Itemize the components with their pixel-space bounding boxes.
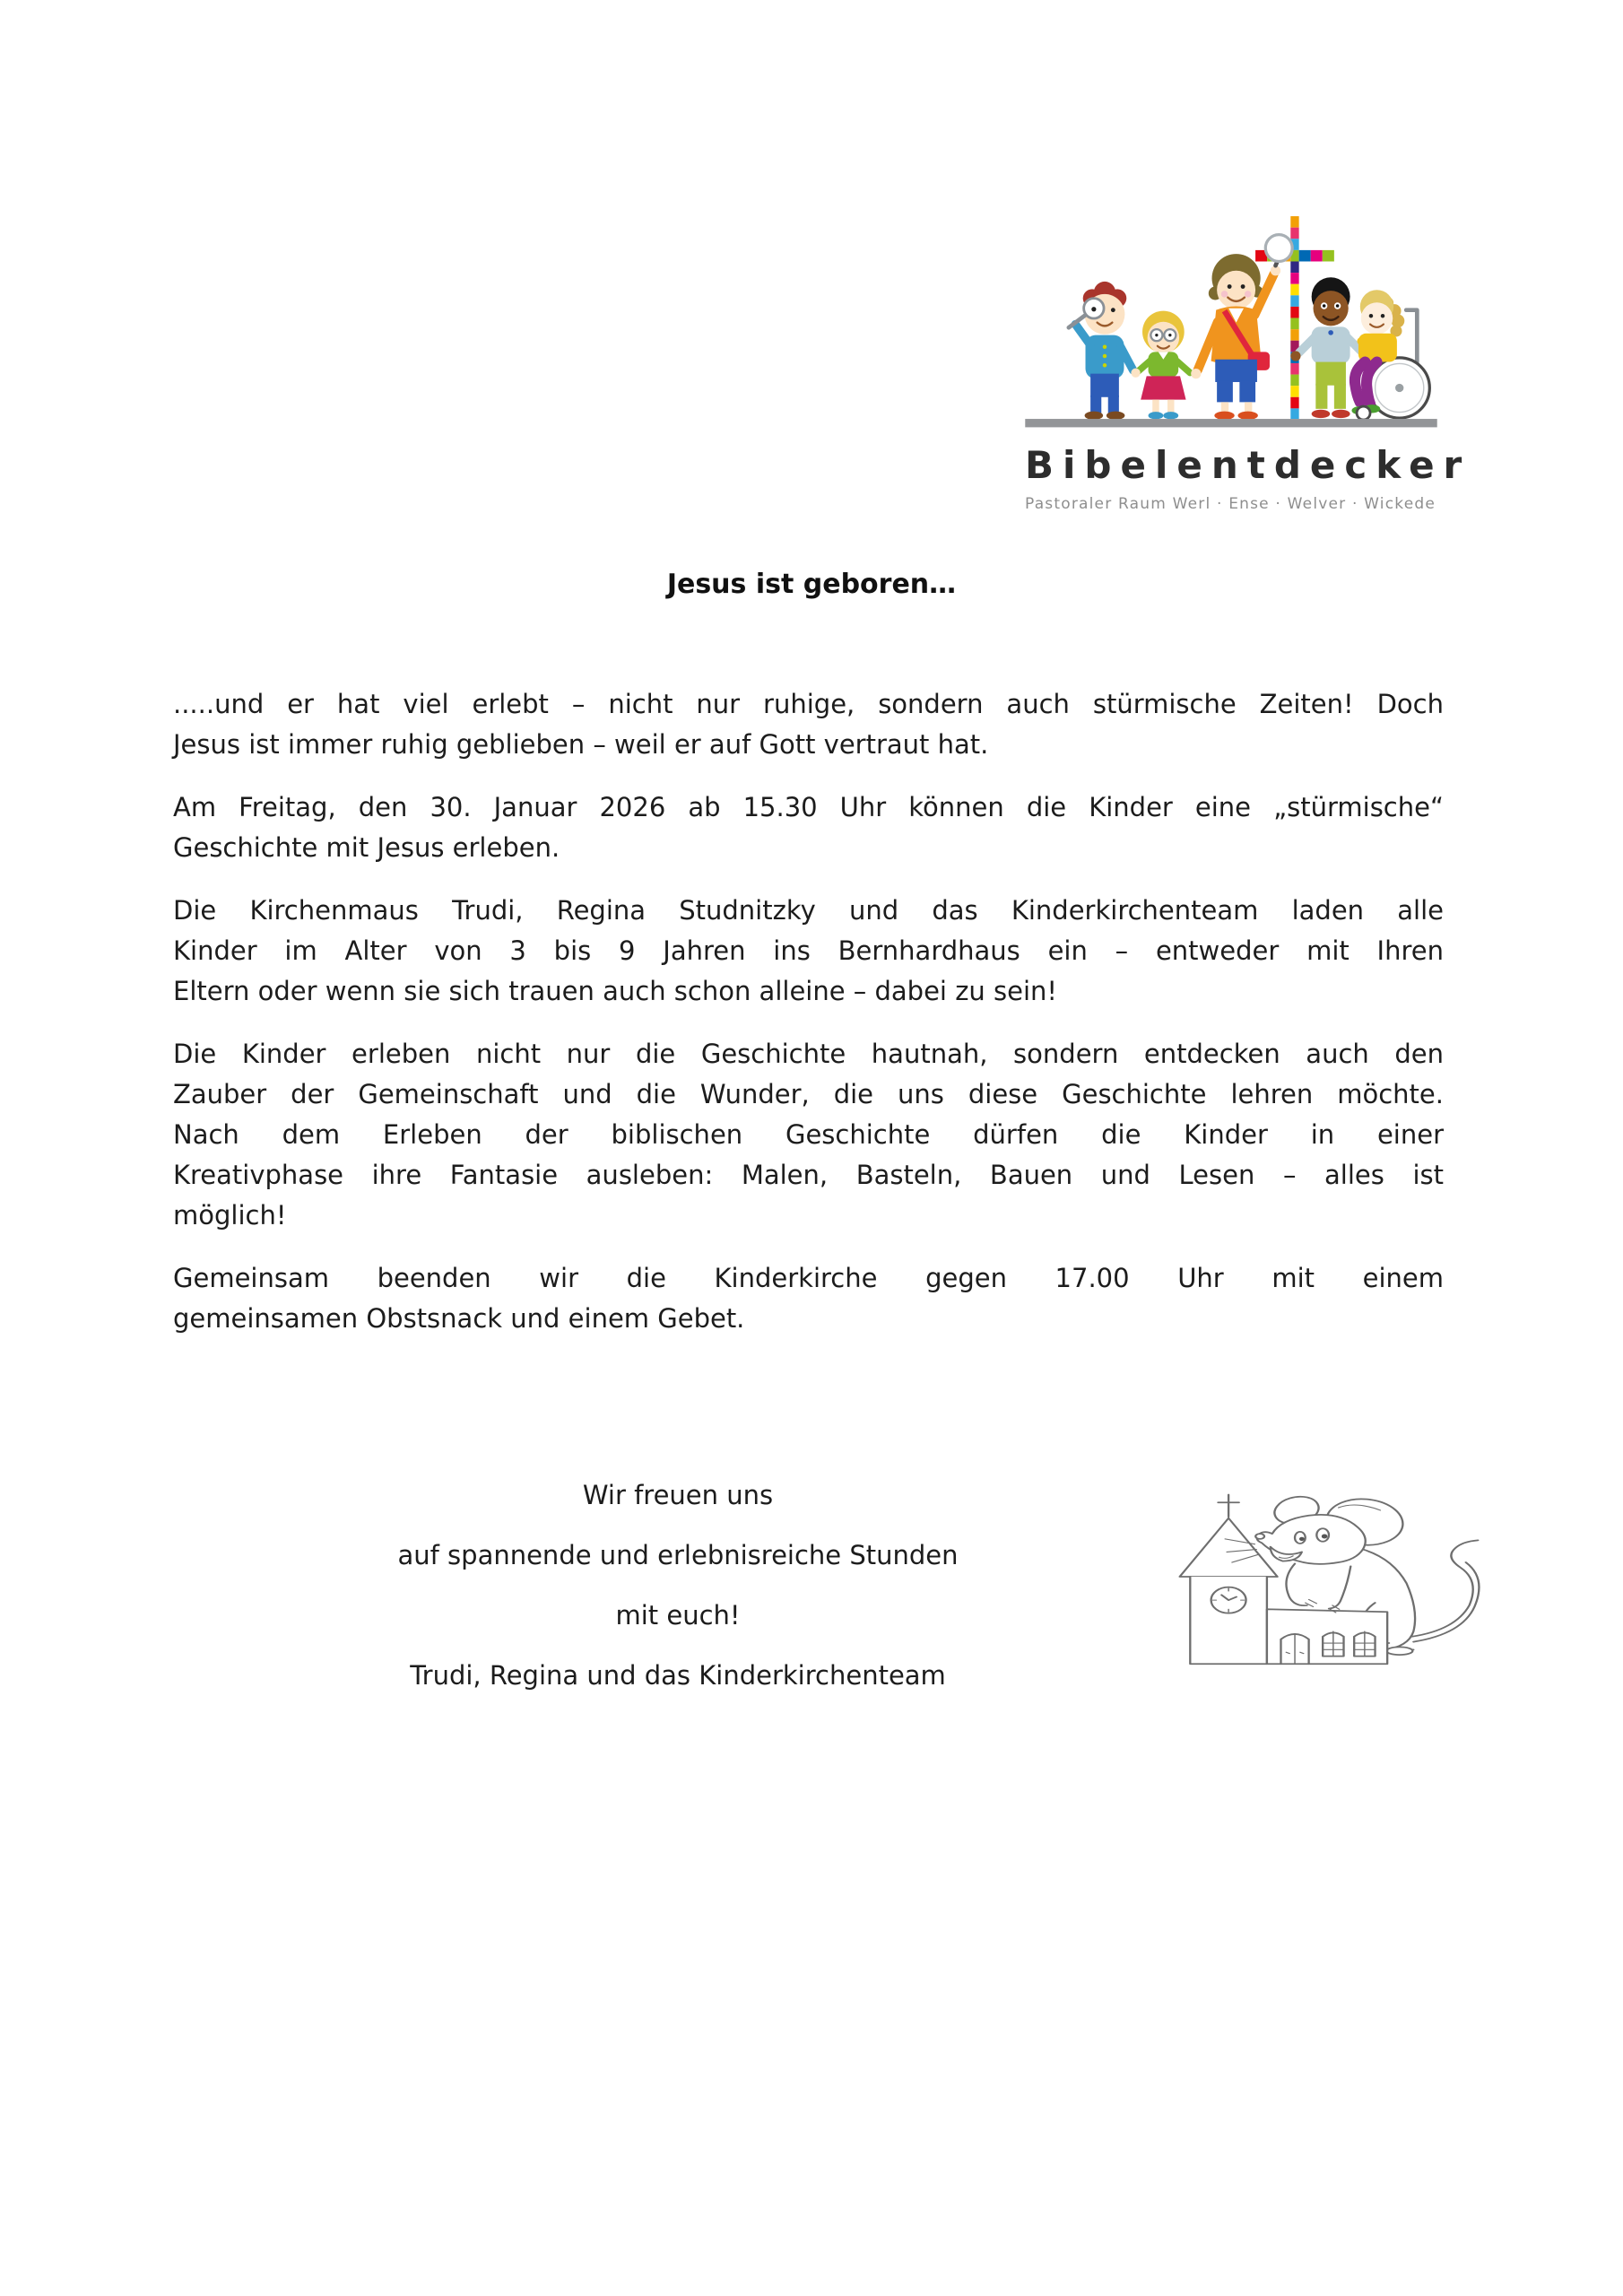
- closing-line: mit euch!: [615, 1600, 741, 1631]
- woman-with-magnifier: [1191, 235, 1292, 420]
- paragraph-line: Gemeinsam beenden wir die Kinderkirche gegen 17.00 Uhr mit einem: [173, 1263, 1444, 1293]
- paragraph: [173, 1258, 1444, 1339]
- paragraph-line: Zauber der Gemeinschaft und die Wunder, die uns diese Geschichte lehren möchte.: [173, 1079, 1444, 1109]
- paragraph-line: Die Kinder erleben nicht nur die Geschichte hautnah, sondern entdecken auch den: [173, 1039, 1444, 1069]
- closing-text: [173, 1475, 1183, 1716]
- logo-children-illustration: [1025, 204, 1437, 432]
- church-nave: [1267, 1609, 1387, 1664]
- paragraph: [173, 787, 1444, 868]
- mouse-arms: [1286, 1563, 1350, 1612]
- paragraph-line: Geschichte mit Jesus erleben.: [173, 832, 560, 863]
- paragraph: [173, 891, 1444, 1012]
- paragraph-line: Jesus ist immer ruhig geblieben – weil er auf Gott vertraut hat.: [173, 729, 989, 760]
- church-tower: [1180, 1495, 1278, 1665]
- paragraph-line: Kreativphase ihre Fantasie ausleben: Malen, Basteln, Bauen und Lesen – alles ist: [173, 1160, 1444, 1190]
- church-mouse-illustration: [1167, 1482, 1488, 1672]
- paragraph-line: Am Freitag, den 30. Januar 2026 ab 15.30 Uhr können die Kinder eine „stürmische“: [173, 792, 1444, 822]
- closing-line: Wir freuen uns: [582, 1480, 774, 1510]
- logo-brand-text: Bibelentdecker: [1025, 443, 1471, 487]
- paragraph-line: Die Kirchenmaus Trudi, Regina Studnitzky und das Kinderkirchenteam laden alle: [173, 895, 1444, 926]
- logo-tagline: Pastoraler Raum Werl · Ense · Welver · Wickede: [1025, 495, 1436, 513]
- logo-ground-bar: [1025, 419, 1436, 427]
- body-paragraphs: [173, 684, 1444, 1361]
- paragraph-line: .....und er hat viel erlebt – nicht nur ruhige, sondern auch stürmische Zeiten! Doch: [173, 689, 1444, 719]
- paragraph-line: Nach dem Erleben der biblischen Geschichte dürfen die Kinder in einer: [173, 1119, 1444, 1150]
- boy-with-magnifier: [1069, 282, 1133, 420]
- paragraph-line: gemeinsamen Obstsnack und einem Gebet.: [173, 1303, 745, 1334]
- logo: [1025, 204, 1471, 513]
- paragraph: [173, 1034, 1444, 1236]
- girl-in-wheelchair: [1351, 290, 1429, 420]
- page-title: Jesus ist geboren…: [666, 569, 957, 600]
- paragraph-line: Eltern oder wenn sie sich trauen auch schon alleine – dabei zu sein!: [173, 976, 1058, 1006]
- closing-line: Trudi, Regina und das Kinderkirchenteam: [410, 1660, 946, 1691]
- girl-with-glasses: [1131, 311, 1190, 420]
- paragraph: [173, 684, 1444, 765]
- paragraph-line: möglich!: [173, 1200, 287, 1231]
- paragraph-line: Kinder im Alter von 3 bis 9 Jahren ins Bernhardhaus ein – entweder mit Ihren: [173, 935, 1444, 966]
- closing-line: auf spannende und erlebnisreiche Stunden: [397, 1540, 959, 1570]
